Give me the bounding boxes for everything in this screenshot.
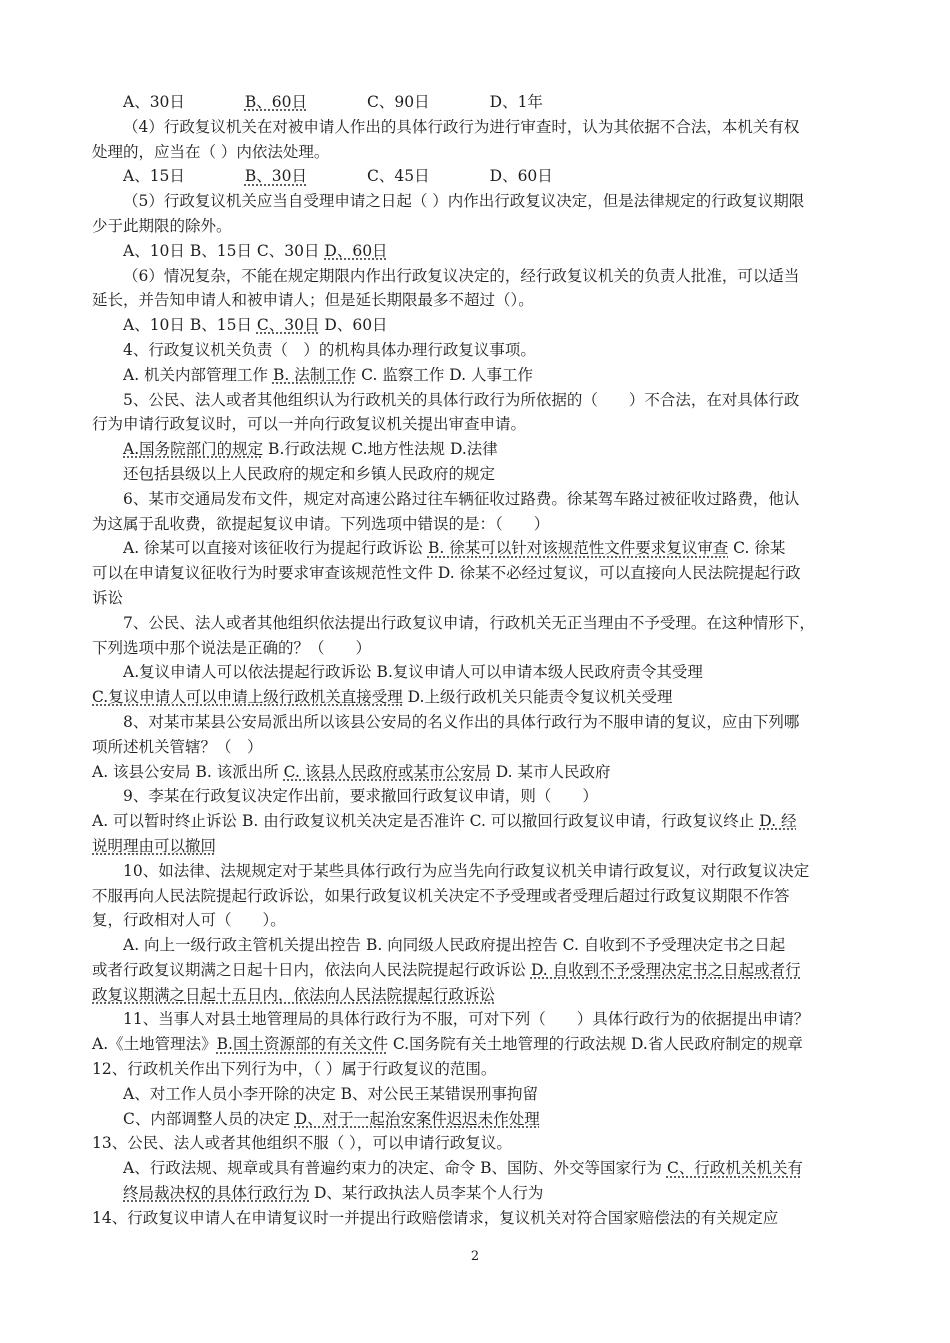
text-line: （4）行政复议机关在对被申请人作出的具体行政行为进行审查时，认为其依据不合法，本机关有权	[123, 117, 800, 136]
answer-mark: C、行政机关机关有	[666, 1159, 803, 1178]
answer-mark: B、60日	[244, 93, 308, 111]
answer-mark: D、对于一起治安案件迟迟未作处理	[294, 1109, 540, 1128]
text-line: 4、行政复议机关负责（ ）的机构具体办理行政复议事项。	[123, 340, 536, 359]
line-text: D、某行政执法人员李某个人行为	[309, 1184, 544, 1203]
line-text: A、10日 B、15日	[123, 316, 257, 335]
option-text: D、1年	[489, 93, 543, 111]
page-number: 2	[470, 1249, 480, 1264]
text-line: 10、如法律、法规规定对于某些具体行政行为应当先向行政复议机关申请行政复议，对行政复议决定	[123, 861, 810, 880]
text-line	[92, 1107, 864, 1132]
page-body	[92, 90, 864, 1231]
text-line	[92, 90, 864, 115]
line-text: D.上级行政机关只能责令复议机关受理	[402, 688, 673, 707]
line-text: A. 机关内部管理工作	[123, 365, 273, 384]
answer-mark: C.复议申请人可以申请上级行政机关直接受理	[92, 688, 403, 707]
text-line: 延长，并告知申请人和被申请人；但是延长期限最多不超过（）。	[92, 291, 534, 310]
line-text: D. 某市人民政府	[490, 762, 611, 781]
text-line: （5）行政复议机关应当自受理申请之日起（ ）内作出行政复议决定，但是法律规定的行政复议期限	[123, 192, 805, 211]
text-line: A、对工作人员小李开除的决定 B、对公民王某错误刑事拘留	[123, 1084, 539, 1103]
text-line: 项所述机关管辖？（ ）	[92, 737, 263, 756]
text-line	[92, 760, 864, 785]
text-line: 6、某市交通局发布文件，规定对高速公路过往车辆征收过路费。徐某驾车路过被征收过路费，他认	[123, 489, 800, 508]
answer-mark: 说明理由可以撤回	[92, 836, 217, 855]
text-line	[92, 363, 864, 388]
text-line	[92, 313, 864, 338]
line-text: B.行政法规 C.地方性法规 D.法律	[263, 440, 498, 459]
text-line: （6）情况复杂，不能在规定期限内作出行政复议决定的，经行政复议机关的负责人批准，可以适当	[123, 266, 800, 285]
option-text: C、90日	[367, 93, 430, 111]
option-text: C、45日	[367, 167, 430, 186]
text-line: 7、公民、法人或者其他组织依法提出行政复议申请，行政机关无正当理由不予受理。在这种情形下，	[123, 613, 815, 632]
text-line	[92, 958, 864, 983]
text-line: 为这属于乱收费，欲提起复议申请。下列选项中错误的是：（ ）	[92, 514, 550, 533]
line-text: A、10日 B、15日 C、30日	[123, 241, 325, 260]
text-line	[92, 536, 864, 561]
line-text: A. 可以暂时终止诉讼 B. 由行政复议机关决定是否准许 C. 可以撤回行政复议申请，行政复议终止	[92, 812, 760, 831]
answer-mark: D、60日	[324, 241, 388, 260]
text-line: 复，行政相对人可（ ）。	[92, 911, 286, 930]
text-line: 9、李某在行政复议决定作出前，要求撤回行政复议申请，则（ ）	[123, 787, 598, 806]
text-line: 少于此期限的除外。	[92, 216, 232, 235]
answer-mark: C、30日	[256, 316, 320, 335]
text-line	[92, 164, 864, 189]
answer-mark: D. 自收到不予受理决定书之日起或者行	[530, 960, 801, 979]
text-line	[92, 1181, 864, 1206]
text-line: 处理的，应当在（ ）内依法处理。	[92, 142, 330, 161]
option-text: A、30日	[123, 93, 185, 111]
text-line: 11、当事人对县土地管理局的具体行政行为不服，可对下列（ ）具体行政行为的依据提出申请？	[123, 1010, 810, 1029]
line-text: 或者行政复议期满之日起十日内，依法向人民法院提起行政诉讼	[92, 960, 531, 979]
line-text: A.《土地管理法》	[92, 1035, 217, 1054]
text-line	[92, 1156, 864, 1181]
text-line: 8、对某市某县公安局派出所以该县公安局的名义作出的具体行政行为不服申请的复议，应由下列哪	[123, 712, 800, 731]
text-line	[92, 834, 864, 859]
option-text: D、60日	[489, 167, 553, 186]
text-line	[92, 1032, 864, 1057]
line-text: A、行政法规、规章或具有普遍约束力的决定、命令 B、国防、外交等国家行为	[123, 1159, 667, 1178]
text-line: 行为申请行政复议时，可以一并向行政复议机关提出审查申请。	[92, 415, 527, 434]
answer-mark: 政复议期满之日起十五日内，依法向人民法院提起行政诉讼	[92, 985, 496, 1004]
text-line: 14、行政复议申请人在申请复议时一并提出行政赔偿请求，复议机关对符合国家赔偿法的有关规定应	[92, 1208, 779, 1227]
text-line: 12、行政机关作出下列行为中，（ ）属于行政复议的范围。	[92, 1060, 497, 1079]
line-text: C、内部调整人员的决定	[123, 1109, 295, 1128]
answer-mark: B. 法制工作	[272, 365, 357, 384]
text-line	[92, 983, 864, 1008]
text-line: 可以在申请复议征收行为时要求审查该规范性文件 D. 徐某不必经过复议，可以直接向人民法院提起行政	[92, 564, 801, 583]
line-text: C. 徐某	[728, 539, 786, 558]
answer-mark: B、30日	[244, 167, 308, 186]
text-line	[92, 437, 864, 462]
answer-mark: B.国土资源部的有关文件	[216, 1035, 388, 1054]
text-line	[92, 239, 864, 264]
text-line: 5、公民、法人或者其他组织认为行政机关的具体行政行为所依据的（ ）不合法，在对具体行政	[123, 390, 800, 409]
text-line: 不服再向人民法院提起行政诉讼，如果行政复议机关决定不予受理或者受理后超过行政复议期限不作答	[92, 886, 790, 905]
text-line: 下列选项中那个说法是正确的？（ ）	[92, 638, 372, 657]
text-line: 诉讼	[92, 588, 124, 607]
answer-mark: D. 经	[759, 812, 797, 831]
text-line: A. 向上一级行政主管机关提出控告 B. 向同级人民政府提出控告 C. 自收到不予受理决定书之日起	[123, 936, 786, 955]
text-line	[92, 685, 864, 710]
line-text: C.国务院有关土地管理的行政法规 D.省人民政府制定的规章	[387, 1035, 803, 1054]
text-line: A.复议申请人可以依法提起行政诉讼 B.复议申请人可以申请本级人民政府责令其受理	[123, 663, 703, 682]
line-text: D、60日	[319, 316, 388, 335]
text-line	[92, 809, 864, 834]
answer-mark: 终局裁决权的具体行政行为	[123, 1184, 310, 1203]
text-line: 还包括县级以上人民政府的规定和乡镇人民政府的规定	[123, 464, 496, 483]
answer-mark: A.国务院部门的规定	[123, 440, 264, 459]
line-text: C. 监察工作 D. 人事工作	[356, 365, 533, 384]
text-line: 13、公民、法人或者其他组织不服（ ），可以申请行政复议。	[92, 1134, 512, 1153]
line-text: A. 该县公安局 B. 该派出所	[92, 762, 284, 781]
option-text: A、15日	[123, 167, 185, 186]
answer-mark: B. 徐某可以针对该规范性文件要求复议审查	[427, 539, 729, 558]
answer-mark: C. 该县人民政府或某市公安局	[283, 762, 491, 781]
line-text: A. 徐某可以直接对该征收行为提起行政诉讼	[123, 539, 428, 558]
